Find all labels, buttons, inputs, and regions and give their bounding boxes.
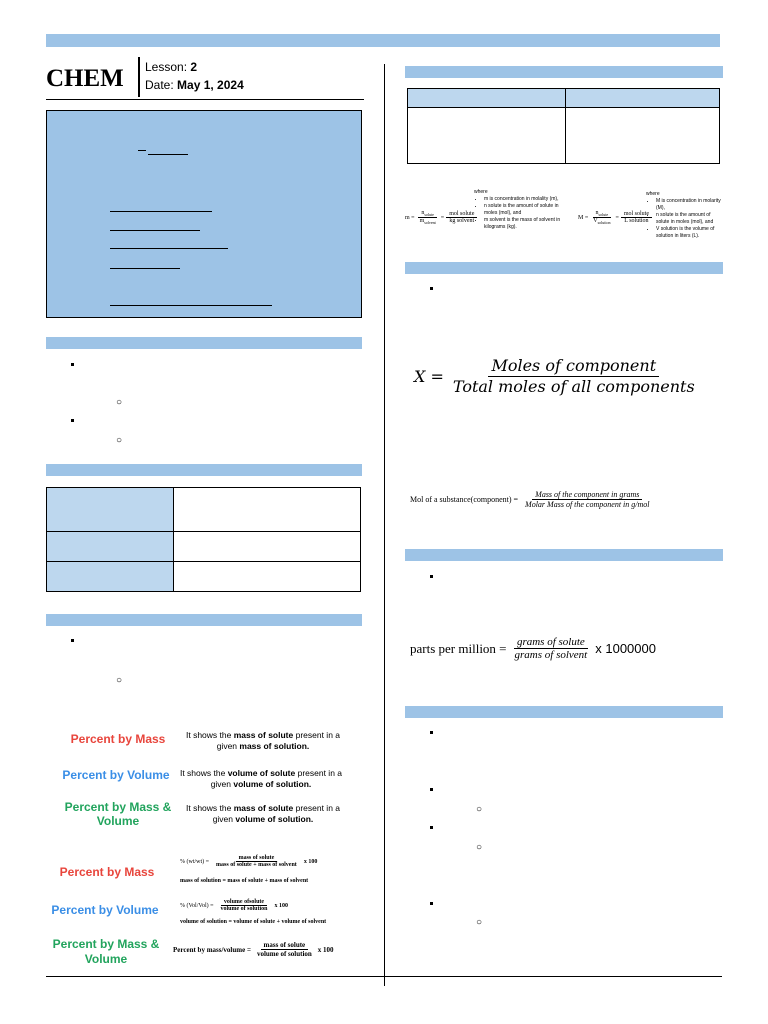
table-row — [408, 108, 720, 164]
list-item: • n solute is the amount of solute in moles (mol), and — [484, 203, 564, 217]
list-item: • V solution is the volume of solution in liters (L). — [656, 226, 724, 240]
percent-def-label-mass: Percent by Mass — [70, 732, 166, 746]
molality-formula: m = $\frac{n_{solute}}{m_{solvent}}$ = $\frac{\text{mol solute}}{\text{kg solvent}}$ — [405, 210, 477, 225]
date-value: May 1, 2024 — [177, 78, 244, 92]
percent-formula-label-volume: Percent by Volume — [51, 903, 159, 917]
bullet-circle: ○ — [476, 917, 483, 928]
fraction: $\frac{\text{mol solute}}{\text{kg solvent}}$ — [446, 211, 477, 224]
lesson-line — [145, 60, 197, 75]
column-divider — [384, 64, 385, 986]
table-cell — [566, 108, 720, 164]
section-bar-right-1 — [405, 66, 723, 78]
objective-line-4 — [110, 248, 228, 249]
footer-rule — [46, 976, 722, 977]
bullet-square — [430, 287, 433, 290]
top-banner — [46, 34, 720, 47]
fraction: $\frac{\text{Mass of the component in grams}}{\text{Molar Mass of the component in g/mol}}$ — [525, 490, 650, 509]
table-row — [47, 562, 361, 592]
fraction: $\frac{\text{Moles of component}}{\text{Total moles of all components}}$ — [452, 356, 695, 396]
list-item: • n solute is the amount of solute in moles (mol), and — [656, 212, 724, 226]
molarity-where: where • M is concentration in molarity (M), • n solute is the amount of solute in moles (mol), and • V solution is the volume of solution in liters (L). — [646, 191, 724, 240]
bullet-square — [71, 419, 74, 422]
section-bar-right-3 — [405, 549, 723, 561]
percent-note-mass: mass of solution = mass of solute + mass of solvent — [180, 878, 309, 884]
objective-line-6 — [110, 305, 272, 306]
percent-def-text-volume: It shows the volume of solute present in a given volume of solution. — [179, 768, 343, 789]
header-rule — [46, 99, 364, 100]
objectives-dash — [138, 150, 146, 151]
fraction: $\frac{n_{solute}}{m_{solvent}}$ — [419, 210, 436, 226]
percent-def-text-mass: It shows the mass of solute present in a given mass of solution. — [185, 730, 341, 751]
mole-fraction-formula: X = $\frac{\text{Moles of component}}{\text{Total moles of all components}}$ — [414, 356, 698, 396]
section-bar-left-2 — [46, 464, 362, 476]
table-cell — [47, 488, 174, 532]
table-cell — [174, 562, 361, 592]
section-bar-left-3 — [46, 614, 362, 626]
section-bar-left-1 — [46, 337, 362, 349]
lesson-label: Lesson: — [145, 60, 188, 74]
bullet-square — [430, 788, 433, 791]
header-divider — [138, 57, 140, 97]
fraction: $\frac{\text{mass of solute}}{\text{volume of solution}}$ — [256, 941, 312, 958]
bullet-square — [430, 826, 433, 829]
objective-line-5 — [110, 268, 180, 269]
ppm-formula: parts per million = $\frac{\text{grams of solute}}{\text{grams of solvent}}$ x 1000000 — [410, 636, 656, 661]
objective-line-3 — [110, 230, 200, 231]
table-row — [47, 532, 361, 562]
subject-logo: CHEM — [46, 65, 124, 92]
table-cell — [47, 532, 174, 562]
fraction: $\frac{\text{grams of solute}}{\text{grams of solvent}}$ — [514, 636, 588, 661]
fraction: $\frac{\text{mol solute}}{\text{L solution}}$ — [621, 211, 652, 224]
percent-formula-volume: % (Vol/Vol) = $\frac{\text{volume ofsolute}}{\text{volume of solution}}$ x 100 — [180, 899, 289, 912]
section-bar-right-4 — [405, 706, 723, 718]
fraction: $\frac{\text{volume ofsolute}}{\text{volume of solution}}$ — [220, 899, 268, 912]
empty-table-left — [46, 487, 361, 592]
bullet-square — [71, 639, 74, 642]
molality-where: where • m is concentration in molality (m), • n solute is the amount of solute in moles (mol), and • m solvent is the mass of solvent in kilograms (kg). — [474, 189, 564, 231]
table-cell — [408, 89, 566, 108]
percent-formula-label-massvol: Percent by Mass & Volume — [52, 937, 160, 966]
date-line — [145, 78, 244, 93]
mol-substance-formula: Mol of a substance(component) = $\frac{\text{Mass of the component in grams}}{\text{Molar Mass of the component in g/mol}}$ — [410, 490, 652, 509]
percent-def-label-volume: Percent by Volume — [62, 768, 170, 782]
table-row — [47, 488, 361, 532]
table-cell — [174, 488, 361, 532]
objective-line-1 — [148, 154, 188, 155]
date-label: Date: — [145, 78, 174, 92]
molarity-formula: M = $\frac{n_{solute}}{V_{solution}}$ = $\frac{\text{mol solute}}{\text{L solution}}$ — [578, 210, 652, 225]
percent-def-label-massvol: Percent by Mass & Volume — [64, 800, 172, 828]
percent-note-volume: volume of solution = volume of solute + volume of solvent — [180, 919, 327, 925]
bullet-square — [71, 363, 74, 366]
percent-formula-label-mass: Percent by Mass — [59, 865, 155, 879]
table-cell — [408, 108, 566, 164]
section-bar-right-2 — [405, 262, 723, 274]
bullet-circle: ○ — [476, 842, 483, 853]
list-item: • M is concentration in molarity (M), — [656, 198, 724, 212]
percent-formula-massvol: Percent by mass/volume = $\frac{\text{mass of solute}}{\text{volume of solution}}$ x 100 — [173, 941, 334, 958]
percent-def-text-massvol: It shows the mass of solute present in a given volume of solution. — [185, 803, 341, 824]
list-item: • m solvent is the mass of solvent in kilograms (kg). — [484, 217, 564, 231]
table-cell — [47, 562, 174, 592]
bullet-circle: ○ — [116, 435, 123, 446]
lesson-value: 2 — [190, 60, 198, 74]
bullet-square — [430, 902, 433, 905]
objective-line-2 — [110, 211, 212, 212]
bullet-square — [430, 575, 433, 578]
bullet-circle: ○ — [476, 804, 483, 815]
fraction: $\frac{\text{mass of solute}}{\text{mass of solute + mass of solvent}}$ — [216, 855, 297, 868]
objectives-box — [46, 110, 362, 318]
table-cell — [174, 532, 361, 562]
table-cell — [566, 89, 720, 108]
table-row — [408, 89, 720, 108]
list-item: • m is concentration in molality (m), — [484, 196, 564, 203]
bullet-circle: ○ — [116, 675, 123, 686]
percent-formula-mass: % (wt/wt) = $\frac{\text{mass of solute}}{\text{mass of solute + mass of solvent}}$ x 100 — [180, 855, 318, 868]
bullet-square — [430, 731, 433, 734]
empty-table-right — [407, 88, 720, 164]
fraction: $\frac{n_{solute}}{V_{solution}}$ — [593, 210, 611, 226]
bullet-circle: ○ — [116, 397, 123, 408]
